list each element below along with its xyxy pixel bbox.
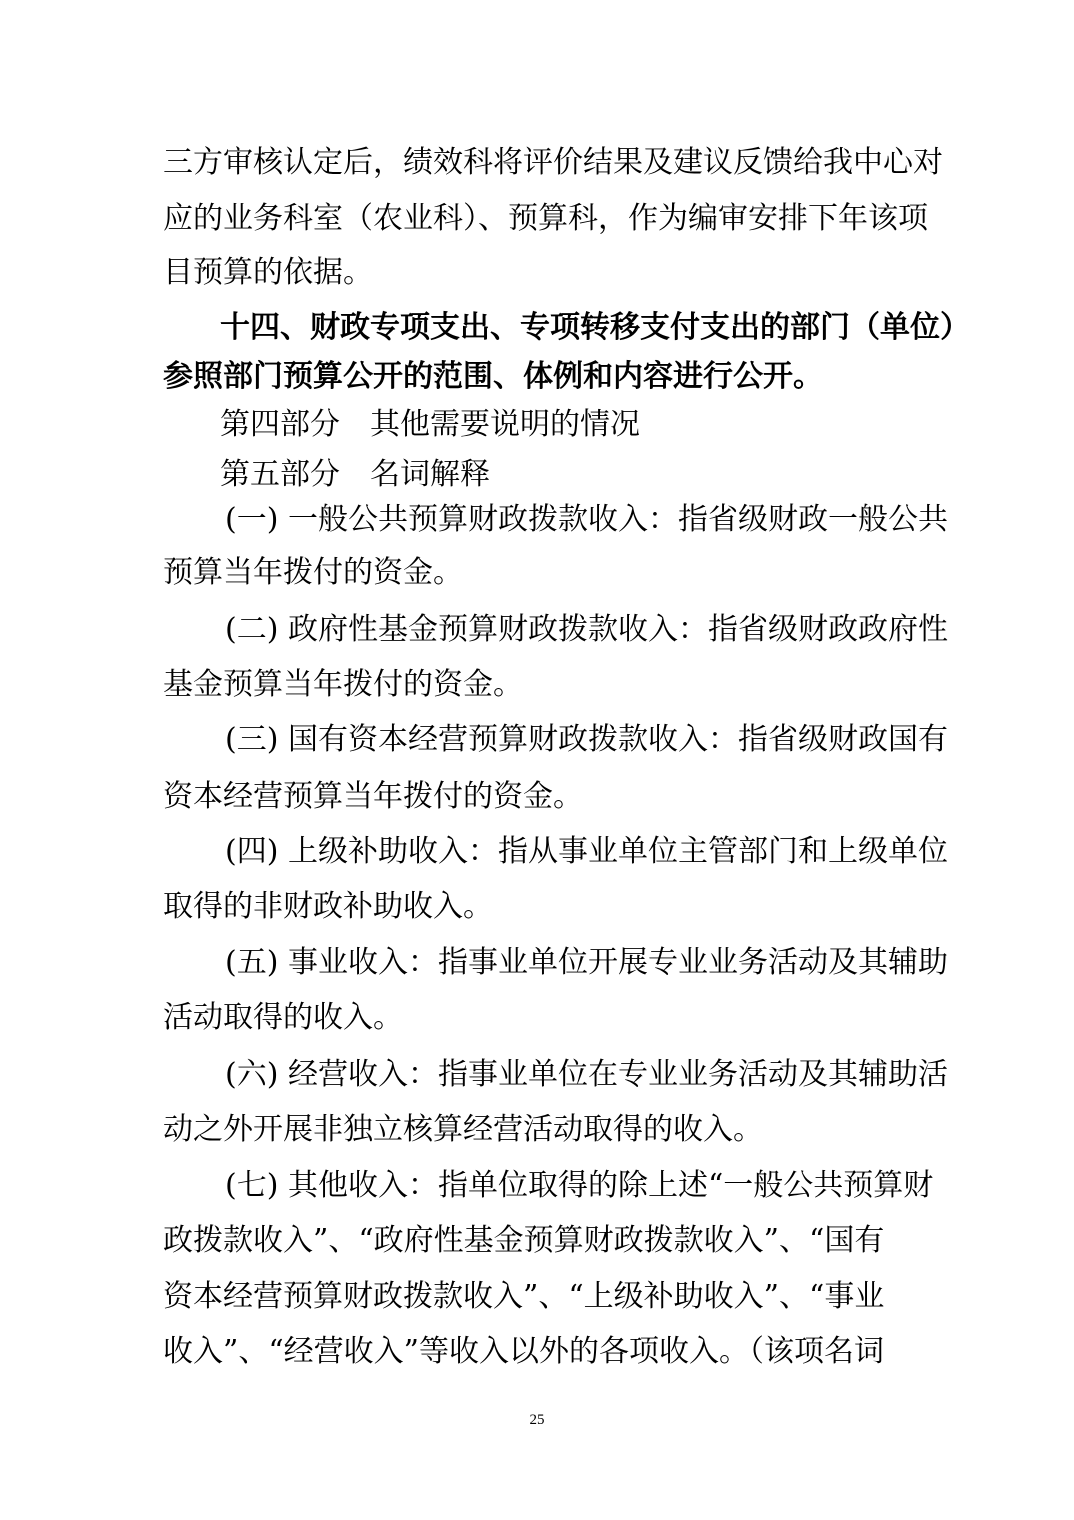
paragraph-line: 应的业务科室（农业科）、预算科，作为编审安排下年该项: [163, 201, 928, 236]
definition-line: (二) 政府性基金预算财政拨款收入：指省级财政政府性: [225, 612, 948, 647]
definition-line: 活动取得的收入。: [163, 1000, 403, 1035]
paragraph-line: 三方审核认定后，绩效科将评价结果及建议反馈给我中心对: [163, 145, 943, 180]
definition-line: (三) 国有资本经营预算财政拨款收入：指省级财政国有: [225, 722, 948, 757]
section-heading-line: 参照部门预算公开的范围、体例和内容进行公开。: [163, 359, 823, 394]
definition-line: (四) 上级补助收入：指从事业单位主管部门和上级单位: [225, 834, 948, 869]
definition-line: (六) 经营收入：指事业单位在专业业务活动及其辅助活: [225, 1057, 948, 1092]
definition-line: 资本经营预算当年拨付的资金。: [163, 779, 583, 814]
definition-line: 资本经营预算财政拨款收入”、“上级补助收入”、“事业: [163, 1279, 885, 1314]
part-heading: 第四部分 其他需要说明的情况: [220, 407, 640, 442]
definition-line: (一) 一般公共预算财政拨款收入：指省级财政一般公共: [225, 502, 948, 537]
section-heading-line: 十四、财政专项支出、专项转移支付支出的部门（单位）: [220, 310, 970, 345]
paragraph-line: 目预算的依据。: [163, 255, 373, 290]
definition-line: 基金预算当年拨付的资金。: [163, 667, 523, 702]
definition-line: 动之外开展非独立核算经营活动取得的收入。: [163, 1112, 763, 1147]
definition-line: 政拨款收入”、“政府性基金预算财政拨款收入”、“国有: [163, 1223, 885, 1258]
definition-line: 收入”、“经营收入”等收入以外的各项收入。（该项名词: [163, 1334, 885, 1369]
part-heading: 第五部分 名词解释: [220, 457, 490, 492]
definition-line: 取得的非财政补助收入。: [163, 889, 493, 924]
definition-line: (五) 事业收入：指事业单位开展专业业务活动及其辅助: [225, 945, 948, 980]
definition-line: (七) 其他收入：指单位取得的除上述“一般公共预算财: [225, 1168, 934, 1203]
page-number: 25: [529, 1412, 545, 1428]
definition-line: 预算当年拨付的资金。: [163, 555, 463, 590]
